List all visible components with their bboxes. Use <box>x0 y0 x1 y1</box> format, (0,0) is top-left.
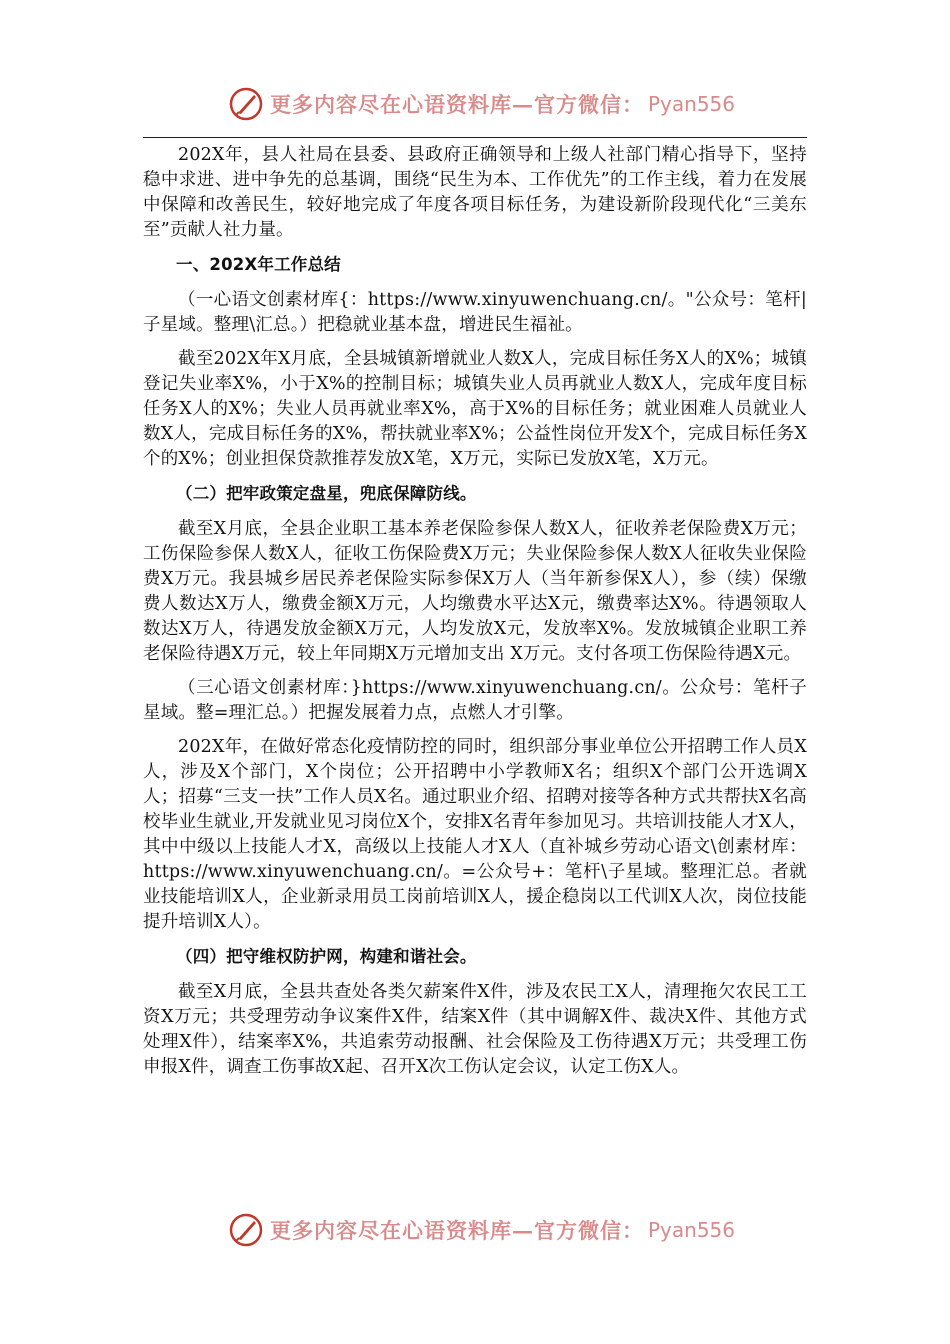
quill-pen-icon <box>228 86 264 122</box>
header-banner <box>228 84 735 124</box>
paragraph-talent-title: （三心语文创素材库：}https://www.xinyuwenchuang.cn/。公众号：笔杆子星域。整=理汇总。）把握发展着力点，点燃人才引擎。 <box>143 678 807 723</box>
document-body <box>143 143 807 1089</box>
paragraph-employment-stats: 截至202X年X月底，全县城镇新增就业人数X人，完成目标任务X人的X%；城镇登记失业率X%，小于X%的控制目标；城镇失业人员再就业人数X人，完成年度目标任务X人的X%；失业人员再就业率X%，高于X%的目标任务；就业困难人员就业人数X人，完成目标任务的X%，帮扶就业率X%；公益性岗位开发X个，完成目标任务X个的X%；创业担保贷款推荐发放X笔，X万元，实际已发放X笔，X万元。 <box>143 349 807 469</box>
paragraph-insurance-stats: 截至X月底，全县企业职工基本养老保险参保人数X人，征收养老保险费X万元；工伤保险参保人数X人，征收工伤保险费X万元；失业保险参保人数X人征收失业保险费X万元。我县城乡居民养老保险实际参保X万人（当年新参保X人），参（续）保缴费人数达X万人，缴费金额X万元，人均缴费水平达X元，缴费率达X%。待遇领取人数达X万人，待遇发放金额X万元，人均发放X元，发放率X%。发放城镇企业职工养老保险待遇X万元，较上年同期X万元增加支出 X万元。支付各项工伤保险待遇X元。 <box>143 519 807 664</box>
paragraph-rights-stats: 截至X月底，全县共查处各类欠薪案件X件，涉及农民工X人，清理拖欠农民工工资X万元；共受理劳动争议案件X件，结案X件（其中调解X件、裁决X件、其他方式处理X件），结案率X%，共追索劳动报酬、社会保险及工伤待遇X万元；共受理工伤申报X件，调查工伤事故X起、召开X次工伤认定会议，认定工伤X人。 <box>143 982 807 1077</box>
header-divider <box>143 137 807 138</box>
section-heading-policy: （二）把牢政策定盘星，兜底保障防线。 <box>176 484 477 503</box>
section-heading-summary: 一、202X年工作总结 <box>176 255 341 274</box>
banner-text: 更多内容尽在心语资料库—官方微信： <box>270 1218 644 1243</box>
quill-pen-icon <box>228 1212 264 1248</box>
paragraph-intro: 202X年，县人社局在县委、县政府正确领导和上级人社部门精心指导下，坚持稳中求进、进中争先的总基调，围绕“民生为本、工作优先”的工作主线，着力在发展中保障和改善民生，较好地完成了年度各项目标任务，为建设新阶段现代化“三美东至”贡献人社力量。 <box>143 145 807 240</box>
banner-wechat-id: Pyan556 <box>648 1218 736 1242</box>
paragraph-employment-title: （一心语文创素材库{：https://www.xinyuwenchuang.cn/。"公众号：笔杆|子星域。整理\汇总。）把稳就业基本盘，增进民生福祉。 <box>143 290 807 335</box>
section-heading-rights: （四）把守维权防护网，构建和谐社会。 <box>176 947 477 966</box>
footer-banner <box>228 1210 735 1250</box>
banner-text: 更多内容尽在心语资料库—官方微信： <box>270 92 644 117</box>
paragraph-talent-stats: 202X年，在做好常态化疫情防控的同时，组织部分事业单位公开招聘工作人员X人，涉及X个部门，X个岗位；公开招聘中小学教师X名；组织X个部门公开选调X人；招募“三支一扶”工作人员X名。通过职业介绍、招聘对接等各种方式共帮扶X名高校毕业生就业,开发就业见习岗位X个，安排X名青年参加见习。共培训技能人才X人，其中中级以上技能人才X，高级以上技能人才X人（直补城乡劳动心语文\创素材库：https://www.xinyuwenchuang.cn/。=公众号+：笔杆\子星域。整理汇总。者就业技能培训X人，企业新录用员工岗前培训X人，援企稳岗以工代训X人次，岗位技能提升培训X人）。 <box>143 737 807 932</box>
banner-wechat-id: Pyan556 <box>648 92 736 116</box>
